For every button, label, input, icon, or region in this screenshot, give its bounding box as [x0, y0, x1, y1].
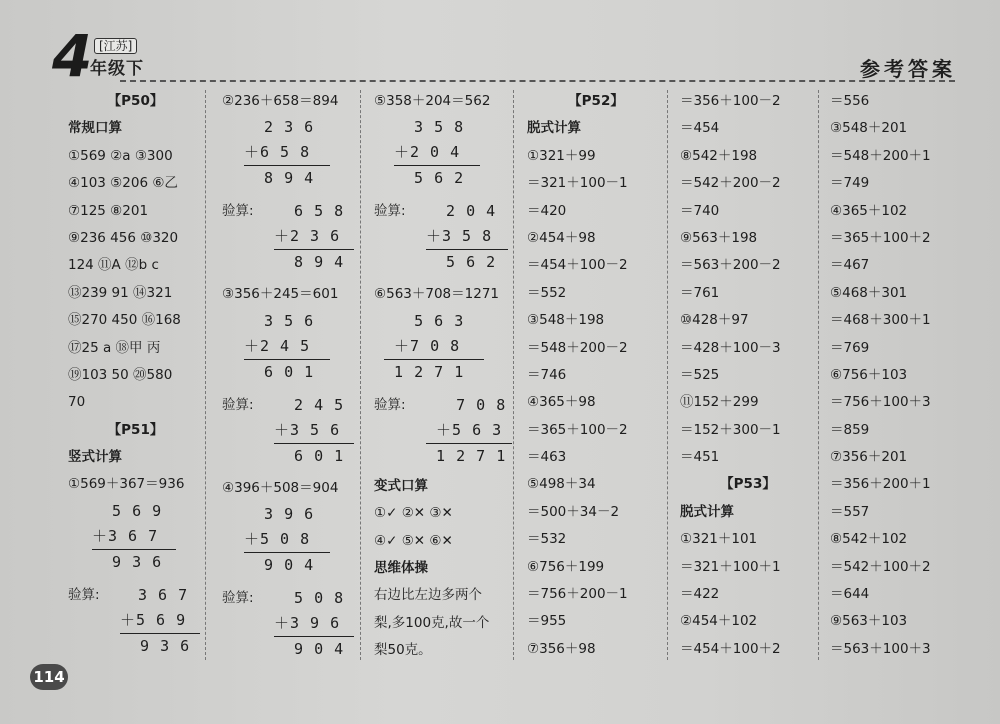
section-heading: 竖式计算 — [68, 449, 122, 466]
check-label: 验算: — [222, 203, 254, 220]
answer-line: ⑲103 50 ⑳580 — [68, 366, 173, 383]
answer-column-5 — [680, 88, 816, 663]
answer-line: ⑮270 450 ⑯168 — [68, 312, 181, 329]
check-label: 验算: — [68, 586, 100, 603]
grade-label: 年级下 — [90, 59, 144, 79]
addend: ＋5 0 8 — [244, 530, 311, 549]
check-label: 验算: — [374, 396, 406, 413]
check-label: 验算: — [222, 590, 254, 607]
answer-line: ③548＋201 — [830, 120, 908, 137]
addend: 2 3 6 — [244, 118, 315, 137]
addend: ＋3 9 6 — [274, 614, 341, 633]
answer-line: ＝542＋200－2 — [680, 175, 781, 192]
sum: 6 0 1 — [274, 443, 354, 469]
answer-column-4 — [527, 88, 665, 663]
sum: 6 0 1 — [244, 359, 330, 385]
answer-line: ＝761 — [680, 284, 720, 301]
answer-line: ⑩428＋97 — [680, 312, 749, 329]
equation: ⑤358＋204＝562 — [374, 93, 491, 109]
vertical-addition — [374, 115, 480, 191]
answer-line: ⑧542＋102 — [830, 531, 908, 548]
addend: ＋3 5 6 — [274, 420, 341, 439]
addend: 3 6 7 — [138, 585, 189, 604]
page-number-badge: 114 — [30, 664, 68, 690]
sum: 8 9 4 — [274, 249, 354, 275]
column-divider — [205, 90, 206, 660]
answer-line: ＝500＋34－2 — [527, 503, 620, 520]
addend: ＋2 4 5 — [244, 336, 311, 355]
addend: 7 0 8 — [426, 395, 507, 414]
answer-line: ＝548＋200－2 — [527, 339, 628, 356]
answer-line: ＝756＋100＋3 — [830, 394, 931, 411]
column-divider — [360, 90, 361, 660]
sum: 9 0 4 — [244, 552, 330, 578]
answer-line: ⑨563＋103 — [830, 613, 908, 630]
section-heading: 思维体操 — [374, 559, 428, 576]
answer-line: ＝955 — [527, 613, 567, 630]
answer-line: ①✓ ②✕ ③✕ — [374, 505, 453, 522]
sum: 8 9 4 — [244, 165, 330, 191]
answer-line: ＝740 — [680, 202, 720, 219]
answer-line: ⑧542＋198 — [680, 147, 758, 164]
answer-line: ③548＋198 — [527, 312, 605, 329]
answer-line: ④365＋102 — [830, 202, 908, 219]
addend: ＋3 6 7 — [92, 526, 159, 545]
edition-label: [江苏] — [94, 38, 137, 54]
vertical-addition — [222, 309, 330, 385]
addend: 5 6 9 — [92, 501, 163, 520]
answer-line: ＝428＋100－3 — [680, 339, 781, 356]
section-heading: 脱式计算 — [680, 503, 734, 520]
answer-line: ⑨236 456 ⑩320 — [68, 229, 179, 246]
answer-line: ＝451 — [680, 449, 720, 466]
addend: 5 6 3 — [384, 311, 465, 330]
answer-line: ⑦356＋98 — [527, 640, 596, 657]
addend: ＋5 6 9 — [120, 610, 187, 629]
answer-line: ④✓ ⑤✕ ⑥✕ — [374, 532, 453, 549]
equation: ④396＋508＝904 — [222, 479, 339, 496]
check-calculation — [222, 393, 358, 469]
vertical-addition — [68, 499, 176, 575]
answer-line: ⑥756＋199 — [527, 558, 605, 575]
answer-line: ②454＋98 — [527, 229, 596, 246]
answer-line: ②454＋102 — [680, 613, 758, 630]
vertical-addition — [222, 115, 330, 191]
answer-line: ＝321＋100－1 — [527, 175, 628, 192]
section-tag-p51: 【P51】 — [107, 421, 164, 438]
answer-line: ＝644 — [830, 586, 870, 603]
answer-line: ⑦125 ⑧201 — [68, 202, 149, 219]
answer-line: ＝563＋100＋3 — [830, 640, 931, 657]
page-title: 参考答案 — [860, 57, 956, 81]
section-heading: 脱式计算 — [527, 120, 581, 137]
section-heading: 常规口算 — [68, 120, 122, 137]
check-calculation — [374, 199, 512, 275]
answer-line: 124 ⑪A ⑫b c — [68, 257, 159, 274]
section-heading: 变式口算 — [374, 477, 428, 494]
sum: 9 3 6 — [120, 633, 200, 659]
sum: 1 2 7 1 — [384, 359, 484, 385]
sum: 9 0 4 — [274, 636, 354, 662]
column-divider — [667, 90, 668, 660]
answer-line: ＝525 — [680, 366, 720, 383]
answer-line: ＝422 — [680, 586, 720, 603]
answer-line: ＝365＋100＋2 — [830, 229, 931, 246]
addend: 2 0 4 — [426, 202, 497, 221]
equation: ①569＋367＝936 — [68, 476, 185, 493]
vertical-addition — [426, 199, 508, 275]
answer-line: ＝749 — [830, 175, 870, 192]
answer-text: 梨,多100克,故一个 — [374, 614, 490, 631]
addend: ＋5 6 3 — [426, 420, 503, 439]
answer-line: ＝467 — [830, 257, 870, 274]
answer-line: ⑬239 91 ⑭321 — [68, 284, 173, 301]
answer-line: ＝548＋200＋1 — [830, 147, 931, 164]
vertical-addition — [222, 502, 330, 578]
answer-line: ＝769 — [830, 339, 870, 356]
addend: 6 5 8 — [274, 202, 345, 221]
answer-line: ①321＋101 — [680, 531, 758, 548]
answer-line: ④365＋98 — [527, 394, 596, 411]
answer-line: ⑰25 a ⑱甲 丙 — [68, 339, 161, 356]
answer-line: ＝542＋100＋2 — [830, 558, 931, 575]
answer-line: ＝356＋100－2 — [680, 93, 781, 109]
vertical-addition — [274, 199, 354, 275]
answer-line: ＝746 — [527, 366, 567, 383]
answer-line: ＝532 — [527, 531, 567, 548]
sum: 1 2 7 1 — [426, 443, 512, 469]
answer-line: ①569 ②a ③300 — [68, 147, 173, 164]
vertical-addition — [120, 583, 200, 659]
answer-line: ＝454 — [680, 120, 720, 137]
addend: ＋2 3 6 — [274, 227, 341, 246]
addend: 5 0 8 — [274, 589, 345, 608]
answer-line: ①321＋99 — [527, 147, 596, 164]
answer-line: ＝552 — [527, 284, 567, 301]
answer-line: ⑨563＋198 — [680, 229, 758, 246]
column-divider — [513, 90, 514, 660]
answer-line: ④103 ⑤206 ⑥乙 — [68, 175, 178, 192]
addend: ＋3 5 8 — [426, 227, 493, 246]
answer-line: ＝365＋100－2 — [527, 421, 628, 438]
grade-number: 4 — [52, 22, 93, 90]
vertical-addition — [274, 586, 354, 662]
section-tag-p52: 【P52】 — [568, 93, 624, 109]
vertical-addition — [426, 393, 512, 469]
vertical-addition — [274, 393, 354, 469]
addend: ＋6 5 8 — [244, 143, 311, 162]
addend: 3 5 6 — [244, 311, 315, 330]
answer-column-1 — [68, 88, 203, 659]
answer-line: ⑤498＋34 — [527, 476, 596, 493]
answer-line: ＝420 — [527, 202, 567, 219]
answer-line: ⑤468＋301 — [830, 284, 908, 301]
answer-column-3 — [374, 88, 512, 665]
answer-line: ⑦356＋201 — [830, 449, 908, 466]
addend: 2 4 5 — [274, 395, 345, 414]
answer-line: ＝756＋200－1 — [527, 586, 628, 603]
answer-line: ⑥756＋103 — [830, 366, 908, 383]
addend: 3 9 6 — [244, 505, 315, 524]
page-header — [0, 0, 1000, 90]
answer-line: ＝152＋300－1 — [680, 421, 781, 438]
check-calculation — [374, 393, 512, 469]
header-divider — [120, 80, 955, 82]
sum: 5 6 2 — [394, 165, 480, 191]
answer-line: ⑪152＋299 — [680, 394, 759, 411]
sum: 5 6 2 — [426, 249, 508, 275]
answer-column-6 — [830, 88, 970, 663]
equation: ③356＋245＝601 — [222, 286, 339, 303]
equation: ⑥563＋708＝1271 — [374, 286, 499, 303]
answer-line: ＝454＋100＋2 — [680, 640, 781, 657]
answer-line: ＝557 — [830, 503, 870, 520]
check-calculation — [222, 199, 358, 275]
column-divider — [818, 90, 819, 660]
equation: ②236＋658＝894 — [222, 93, 339, 109]
answer-text: 梨50克。 — [374, 642, 432, 659]
answer-line: ＝859 — [830, 421, 870, 438]
check-label: 验算: — [222, 396, 254, 413]
addend: ＋2 0 4 — [394, 143, 461, 162]
section-tag-p53: 【P53】 — [720, 476, 776, 493]
addend: ＋7 0 8 — [384, 336, 461, 355]
answer-line: ＝468＋300＋1 — [830, 312, 931, 329]
answer-line: ＝356＋200＋1 — [830, 476, 931, 493]
answer-line: ＝321＋100＋1 — [680, 558, 781, 575]
check-calculation — [222, 586, 358, 662]
answer-line: 70 — [68, 394, 86, 411]
answer-line: ＝463 — [527, 449, 567, 466]
section-tag-p50: 【P50】 — [107, 93, 164, 109]
vertical-addition — [374, 309, 484, 385]
answer-line: ＝563＋200－2 — [680, 257, 781, 274]
answer-line: ＝454＋100－2 — [527, 257, 628, 274]
answer-line: ＝556 — [830, 93, 870, 109]
sum: 9 3 6 — [92, 549, 176, 575]
answer-column-2 — [222, 88, 358, 662]
addend: 3 5 8 — [394, 118, 465, 137]
check-calculation — [68, 583, 203, 659]
check-label: 验算: — [374, 203, 406, 220]
answer-text: 右边比左边多两个 — [374, 587, 482, 604]
